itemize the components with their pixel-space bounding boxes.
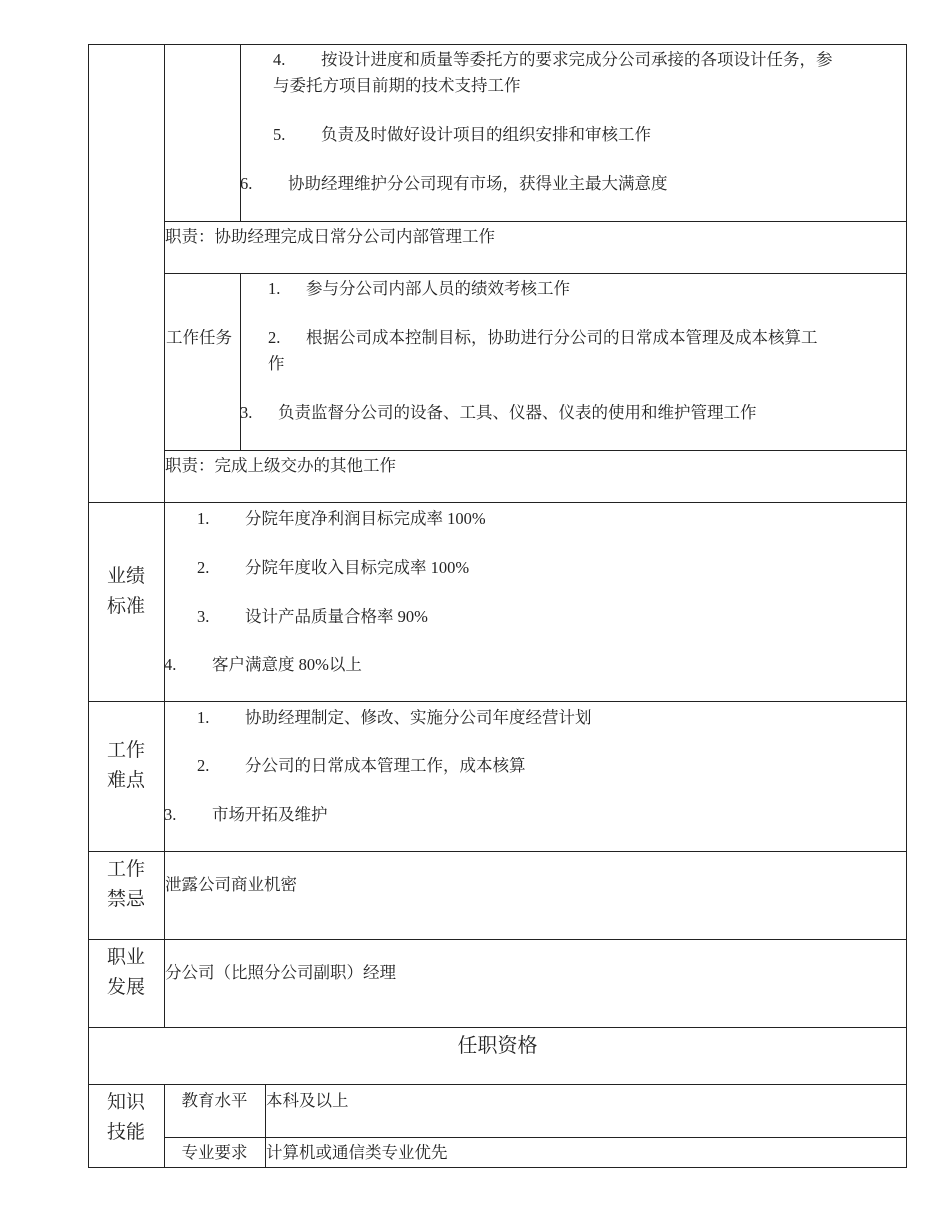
- list-item-continued: [268, 351, 285, 377]
- row-divider: [88, 851, 907, 852]
- list-item: [164, 802, 328, 828]
- qualification-key: 专业要求: [181, 1143, 248, 1162]
- list-number: 2.: [268, 328, 281, 347]
- row-divider: [88, 1027, 907, 1028]
- list-text: 客户满意度 80%以上: [212, 655, 362, 674]
- list-item: [268, 276, 570, 302]
- knowledge-label: 知识技能: [106, 1092, 145, 1143]
- performance-label: 业绩标准: [106, 566, 145, 617]
- list-item: [240, 171, 668, 197]
- qualification-value: 计算机或通信类专业优先: [266, 1143, 448, 1162]
- list-item: [197, 705, 592, 731]
- career-label: 职业发展: [106, 947, 145, 998]
- list-number: 3.: [240, 403, 253, 422]
- list-text: 按设计进度和质量等委托方的要求完成分公司承接的各项设计任务，参: [321, 50, 833, 69]
- list-text: 根据公司成本控制目标，协助进行分公司的日常成本管理及成本核算工: [306, 328, 818, 347]
- list-item: [197, 753, 526, 779]
- row-divider: [164, 450, 907, 451]
- list-text: 参与分公司内部人员的绩效考核工作: [306, 279, 570, 298]
- list-item: [273, 47, 833, 73]
- list-item: [197, 604, 428, 630]
- list-number: 2.: [197, 558, 210, 577]
- list-item: [164, 652, 362, 678]
- list-text: 作: [268, 354, 285, 373]
- row-divider: [88, 701, 907, 702]
- list-text: 分公司的日常成本管理工作，成本核算: [245, 756, 526, 775]
- list-item: [268, 325, 818, 351]
- list-text: 设计产品质量合格率 90%: [245, 607, 428, 626]
- list-number: 4.: [164, 655, 177, 674]
- list-text: 与委托方项目前期的技术支持工作: [273, 76, 521, 95]
- difficulty-label: 工作难点: [106, 740, 145, 791]
- table-border-bottom: [88, 1167, 907, 1168]
- list-item-continued: [273, 73, 521, 99]
- duty-statement: 职责：协助经理完成日常分公司内部管理工作: [165, 227, 495, 246]
- taboo-text: 泄露公司商业机密: [165, 875, 297, 894]
- row-divider: [164, 221, 907, 222]
- label-column-divider-bottom: [164, 1084, 165, 1168]
- list-number: 1.: [268, 279, 281, 298]
- table-border-left: [88, 44, 89, 1168]
- table-border-right: [906, 44, 907, 1168]
- list-number: 3.: [197, 607, 210, 626]
- row-divider: [88, 502, 907, 503]
- list-number: 1.: [197, 708, 210, 727]
- taboo-label: 工作禁忌: [106, 859, 145, 910]
- table-border-top: [88, 44, 907, 45]
- row-divider: [88, 1084, 907, 1085]
- list-item: [197, 555, 469, 581]
- list-item: [197, 506, 486, 532]
- list-number: 2.: [197, 756, 210, 775]
- list-text: 负责及时做好设计项目的组织安排和审核工作: [321, 125, 651, 144]
- list-text: 市场开拓及维护: [212, 805, 328, 824]
- list-number: 1.: [197, 509, 210, 528]
- career-text: 分公司（比照分公司副职）经理: [165, 963, 396, 982]
- row-divider: [164, 273, 907, 274]
- row-divider: [88, 939, 907, 940]
- list-item: [273, 122, 651, 148]
- list-text: 协助经理维护分公司现有市场，获得业主最大满意度: [288, 174, 668, 193]
- list-number: 6.: [240, 174, 253, 193]
- list-text: 协助经理制定、修改、实施分公司年度经营计划: [245, 708, 592, 727]
- list-item: [240, 400, 757, 426]
- list-number: 4.: [273, 50, 286, 69]
- list-text: 分院年度收入目标完成率 100%: [245, 558, 470, 577]
- list-text: 负责监督分公司的设备、工具、仪器、仪表的使用和维护管理工作: [278, 403, 757, 422]
- qualification-key: 教育水平: [181, 1091, 248, 1110]
- list-text: 分院年度净利润目标完成率 100%: [245, 509, 486, 528]
- list-number: 5.: [273, 125, 286, 144]
- row-divider: [164, 1137, 907, 1138]
- qualification-value: 本科及以上: [266, 1091, 349, 1110]
- qualification-title: 任职资格: [457, 1035, 538, 1057]
- list-number: 3.: [164, 805, 177, 824]
- task-label: 工作任务: [166, 328, 232, 347]
- duty-statement: 职责：完成上级交办的其他工作: [165, 456, 396, 475]
